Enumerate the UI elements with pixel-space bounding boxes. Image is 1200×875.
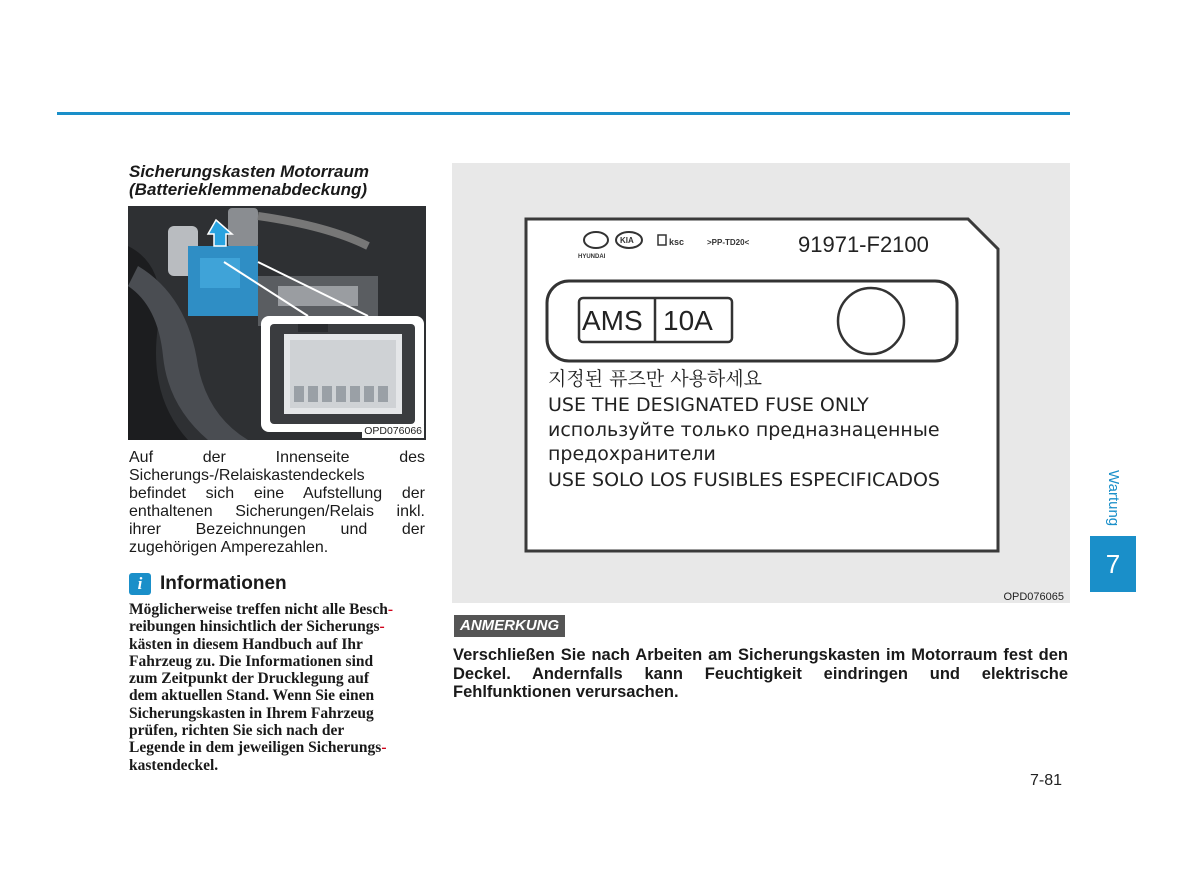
body-paragraph: Auf der Innenseite des Sicherungs-/Relaiskastendeckels befindet sich eine Aufstellung der enthaltenen Sicherungen/Relais inkl. ihrer Bezeichnungen und der zugehörigen Amperezahlen. (129, 449, 425, 556)
page-number: 7-81 (1030, 772, 1063, 789)
info-line: reibungen hinsichtlich der Sicherungs- (129, 618, 385, 636)
note-tag: ANMERKUNG (454, 615, 565, 637)
fuse-label-figure (452, 163, 1070, 603)
info-line: dem aktuellen Stand. Wenn Sie einen (129, 687, 375, 705)
fuse-label-drawing (452, 163, 1070, 603)
label-line-russian-2: предохранители (548, 443, 716, 465)
info-icon: i (129, 573, 151, 595)
engine-bay-illustration (128, 206, 426, 440)
section-title-line-2: (Batterieklemmenabdeckung) (129, 180, 368, 199)
fuse-rating: 10A (663, 305, 713, 336)
material-code: >PP-TD20< (707, 238, 750, 247)
info-line: Möglicherweise treffen nicht alle Besch- (129, 601, 394, 618)
info-line: Sicherungskasten in Ihrem Fahrzeug (129, 704, 374, 722)
info-text (129, 601, 425, 774)
info-line: prüfen, richten Sie sich nach der (129, 722, 345, 740)
label-figure-code: OPD076065 (1003, 591, 1064, 603)
info-line: Legende in dem jeweiligen Sicherungs- (129, 739, 387, 757)
engine-bay-photo (128, 206, 426, 440)
section-title-line-1: Sicherungskasten Motorraum (129, 162, 369, 181)
part-number: 91971-F2100 (798, 232, 929, 257)
ksc-mark-text: ksc (669, 237, 685, 247)
label-line-russian-1: используйте только предназнаценные (548, 419, 940, 441)
info-line: Fahrzeug zu. Die Informationen sind (129, 652, 374, 670)
label-line-spanish: USE SOLO LOS FUSIBLES ESPECIFICADOS (548, 469, 940, 491)
info-line: zum Zeitpunkt der Drucklegung auf (129, 670, 369, 688)
note-text: Verschließen Sie nach Arbeiten am Sicherungskasten im Motorraum fest den Deckel. Andernfalls kann Feuchtigkeit eindringen und elektrische Fehlfunktionen verursachen. (453, 646, 1068, 701)
hyundai-logo-text: HYUNDAI (578, 254, 606, 260)
top-rule (57, 112, 1070, 115)
info-line: kästen in diesem Handbuch auf Ihr (129, 635, 363, 653)
fuse-type: AMS (582, 305, 643, 336)
label-line-english: USE THE DESIGNATED FUSE ONLY (548, 394, 869, 416)
chapter-number-tab: 7 (1090, 536, 1136, 592)
label-line-korean: 지정된 퓨즈만 사용하세요 (548, 368, 762, 390)
info-header (129, 572, 287, 596)
kia-logo-text: KIA (620, 236, 634, 245)
chapter-side-label: Wartung (1105, 470, 1122, 527)
info-line: kastendeckel. (129, 756, 219, 774)
section-title (129, 163, 429, 199)
photo-figure-code: OPD076066 (364, 425, 422, 437)
info-title: Informationen (160, 573, 287, 594)
